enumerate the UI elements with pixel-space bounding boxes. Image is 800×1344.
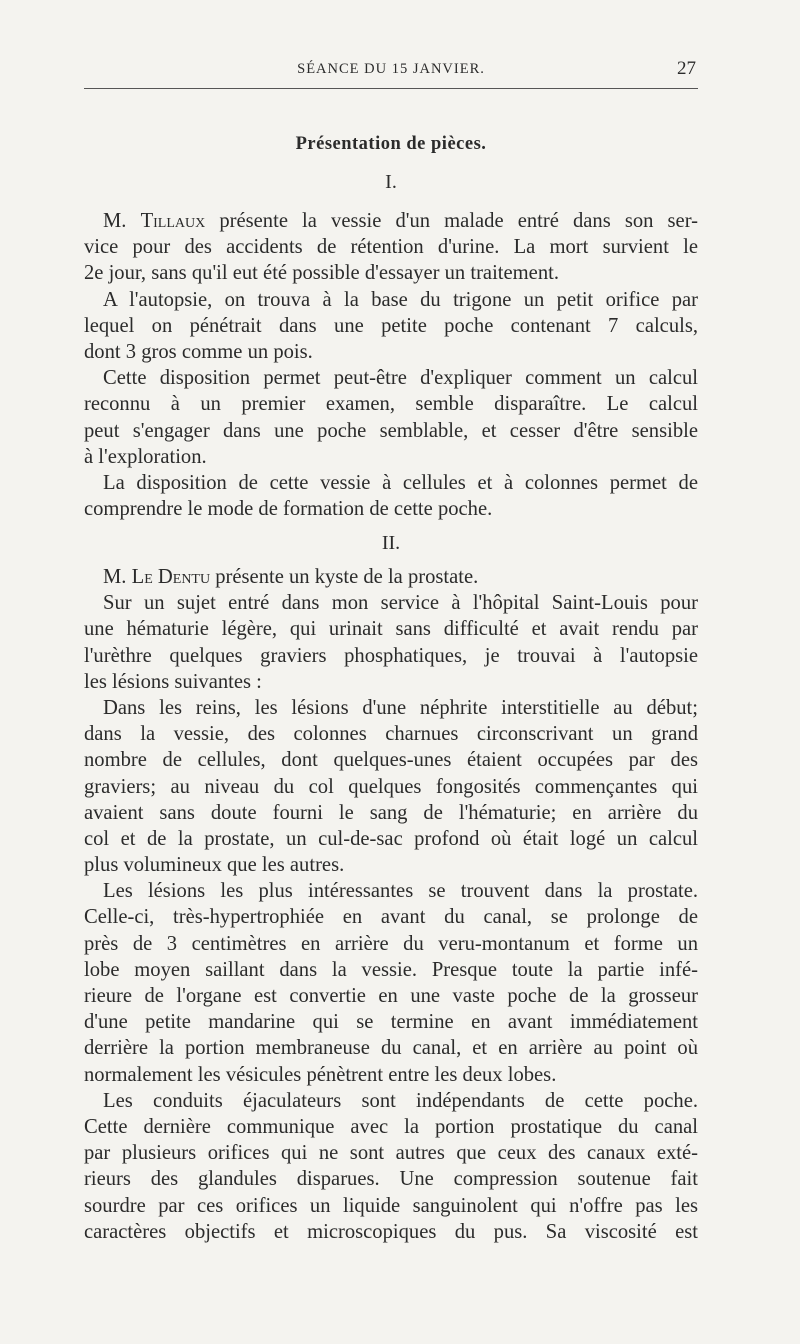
running-title: SÉANCE DU 15 JANVIER. (297, 61, 485, 77)
text-line: Sur un sujet entré dans mon service à l'hôpital Saint-Louis pour (103, 592, 698, 615)
text-line: lequel on pénétrait dans une petite poche contenant 7 calculs, (84, 314, 698, 337)
part1-text (84, 208, 698, 522)
presenter-name: Le Dentu (131, 566, 211, 588)
presenter-prefix: M. (103, 566, 132, 588)
section-numeral-2: II. (381, 532, 401, 554)
text-line: normalement les vésicules pénètrent entre les deux lobes. (84, 1063, 557, 1086)
text-line: par plusieurs orifices qui ne sont autres que ceux des canaux exté- (84, 1142, 698, 1165)
page-number: 27 (677, 58, 696, 79)
text-line: lobe moyen saillant dans la vessie. Presque toute la partie infé- (84, 958, 698, 981)
text-line: avaient sans doute fourni le sang de l'hématurie; en arrière du (84, 801, 698, 824)
text-line: dont 3 gros comme un pois. (84, 340, 313, 363)
text-line: plus volumineux que les autres. (84, 854, 345, 877)
section-numeral-1: I. (385, 171, 397, 193)
text-line: nombre de cellules, dont quelques-unes étaient occupées par des (84, 749, 698, 772)
text-line: dans la vessie, des colonnes charnues circonscrivant un grand (84, 723, 698, 746)
text-line: comprendre le mode de formation de cette poche. (84, 498, 493, 521)
text-line: sourdre par ces orifices un liquide sanguinolent qui n'offre pas les (84, 1194, 698, 1217)
text-line: Les lésions les plus intéressantes se trouvent dans la prostate. (103, 880, 698, 903)
text-line: caractères objectifs et microscopiques du pus. Sa viscosité est (84, 1220, 698, 1243)
page-header (84, 58, 698, 89)
text-line: 2e jour, sans qu'il eut été possible d'essayer un traitement. (84, 262, 559, 285)
text-line: Cette dernière communique avec la portion prostatique du canal (84, 1115, 698, 1138)
text-line: Les conduits éjaculateurs sont indépendants de cette poche. (103, 1089, 698, 1112)
presenter-prefix: M. (103, 210, 141, 232)
text-line: derrière la portion membraneuse du canal, et en arrière au point où (84, 1037, 698, 1060)
text-line (84, 564, 698, 590)
text-line: près de 3 centimètres en arrière du veru-montanum et forme un (84, 932, 698, 955)
part2-text (84, 564, 698, 1245)
text-line: l'urèthre quelques graviers phosphatiques, je trouvai à l'autopsie (84, 644, 698, 667)
text-line: reconnu à un premier examen, semble disparaître. Le calcul (84, 393, 698, 416)
text-line: d'une petite mandarine qui se termine en avant immédiatement (84, 1011, 698, 1034)
text-line: Celle-ci, très-hypertrophiée en avant du canal, se prolonge de (84, 906, 698, 929)
text-line: graviers; au niveau du col quelques fongosités commençantes qui (84, 775, 698, 798)
presenter-name: Tillaux (140, 210, 206, 232)
text-line: col et de la prostate, un cul-de-sac profond où était logé un calcul (84, 827, 698, 850)
text-line-content: présente la vessie d'un malade entré dans son ser- (205, 210, 698, 232)
section-title: Présentation de pièces. (295, 134, 487, 154)
text-line: La disposition de cette vessie à cellules et à colonnes permet de (103, 471, 698, 494)
text-line: rieurs des glandules disparues. Une compression soutenue fait (84, 1168, 698, 1191)
text-line: A l'autopsie, on trouva à la base du trigone un petit orifice par (103, 288, 698, 311)
text-line: rieure de l'organe est convertie en une vaste poche de la grosseur (84, 985, 698, 1007)
text-line: Dans les reins, les lésions d'une néphrite interstitielle au début; (103, 696, 698, 719)
text-line: les lésions suivantes : (84, 670, 262, 693)
text-line: une hématurie légère, qui urinait sans difficulté et avait rendu par (84, 618, 698, 641)
text-line: vice pour des accidents de rétention d'urine. La mort survient le (84, 236, 698, 259)
text-line (84, 208, 698, 234)
text-line-content: présente un kyste de la prostate. (210, 566, 479, 588)
text-line: peut s'engager dans une poche semblable, et cesser d'être sensible (84, 419, 698, 442)
text-line: à l'exploration. (84, 445, 207, 468)
text-line: Cette disposition permet peut-être d'expliquer comment un calcul (103, 367, 698, 390)
